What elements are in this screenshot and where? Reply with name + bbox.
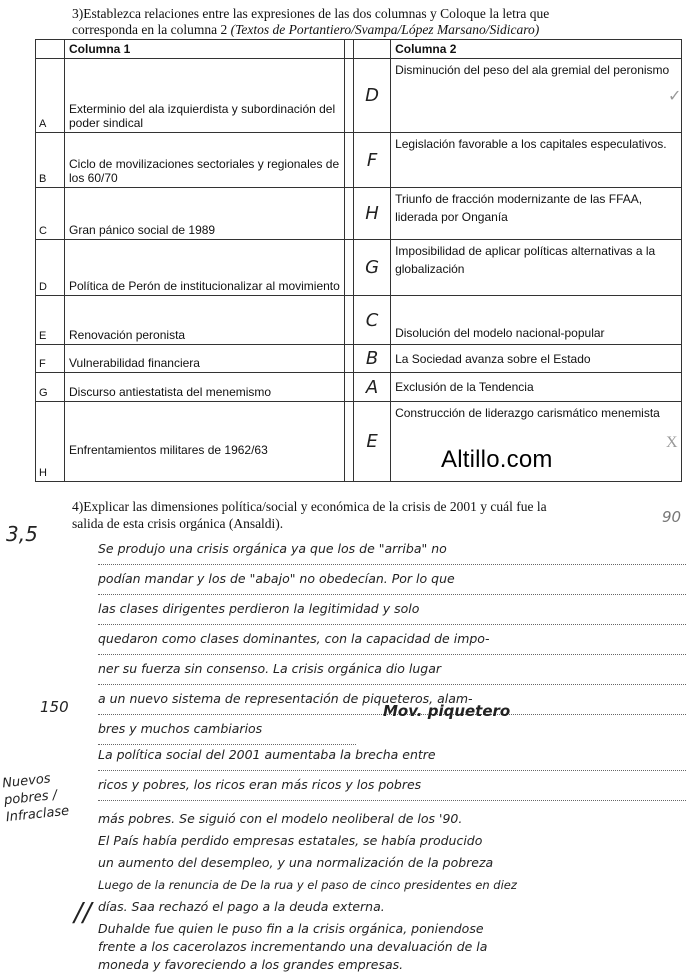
column-2-text: Construcción de liderazgo carismático menemista <box>395 406 660 420</box>
handwritten-answer: A <box>354 373 391 402</box>
table-row <box>36 402 682 482</box>
margin-note-line: Nuevos <box>1 771 52 792</box>
column-1-cell: Gran pánico social de 1989 <box>65 188 345 240</box>
handwritten-answer: E <box>354 402 391 482</box>
score-q4: 3,5 <box>6 522 38 546</box>
question-3-prompt <box>72 6 672 38</box>
column-1-header: Columna 1 <box>65 40 345 59</box>
column-2-text: Imposibilidad de aplicar políticas alternativas a la globalización <box>395 244 656 276</box>
column-2-cell <box>391 59 682 133</box>
column-2-cell <box>391 345 682 373</box>
row-label: C <box>36 188 65 240</box>
margin-note-line: pobres / <box>3 787 58 809</box>
mid-spacer <box>345 59 354 133</box>
question-4-prompt <box>72 498 612 532</box>
answer-line: podían mandar y los de "abajo" no obedecían. Por lo que <box>98 564 686 595</box>
column-2-text: La Sociedad avanza sobre el Estado <box>395 351 591 366</box>
handwritten-answer: B <box>354 345 391 373</box>
column-1-cell: Exterminio del ala izquierdista y subordinación del poder sindical <box>65 59 345 133</box>
header-mid-spacer <box>345 40 354 59</box>
question-3-line1: 3)Establezca relaciones entre las expresiones de las dos columnas y Coloque la letra que <box>72 6 550 21</box>
column-2-text: Exclusión de la Tendencia <box>395 380 534 394</box>
handwritten-answer: F <box>354 133 391 188</box>
row-label: B <box>36 133 65 188</box>
table-row <box>36 345 682 373</box>
table-row <box>36 133 682 188</box>
question-4-line1: 4)Explicar las dimensiones política/social y económica de la crisis de 2001 y cuál fue la <box>72 499 547 514</box>
question-3-source: (Textos de Portantiero/Svampa/López Marsano/Sidicaro) <box>230 22 540 37</box>
mid-spacer <box>345 296 354 345</box>
inline-correction: Mov. piquetero <box>383 702 511 720</box>
table-row <box>36 373 682 402</box>
margin-score-150: 150 <box>40 698 69 716</box>
column-2-text: Disminución del peso del ala gremial del peronismo <box>395 63 670 77</box>
answer-line: Se produjo una crisis orgánica ya que los de "arriba" no <box>98 534 686 565</box>
column-2-text: Triunfo de fracción modernizante de las FFAA, liderada por Onganía <box>395 192 643 224</box>
column-1-cell: Renovación peronista <box>65 296 345 345</box>
column-1-cell: Política de Perón de institucionalizar al movimiento <box>65 240 345 296</box>
handwritten-answer: G <box>354 240 391 296</box>
mid-spacer <box>345 188 354 240</box>
question-3-line2-text: corresponda en la columna 2 <box>72 22 231 37</box>
answer-line: Luego de la renuncia de De la rua y el paso de cinco presidentes en diez <box>98 878 517 892</box>
answer-line: frente a los cacerolazos incrementando una devaluación de la <box>98 939 488 954</box>
answer-line: Duhalde fue quien le puso fin a la crisis orgánica, poniendose <box>98 921 484 936</box>
row-label: F <box>36 345 65 373</box>
column-1-cell: Discurso antiestatista del menemismo <box>65 373 345 402</box>
answer-line: más pobres. Se siguió con el modelo neoliberal de los '90. <box>98 811 463 826</box>
margin-note-line: Infraclase <box>5 803 70 826</box>
answer-line: a un nuevo sistema de representación de piqueteros, alam- <box>98 684 686 715</box>
column-1-cell: Vulnerabilidad financiera <box>65 345 345 373</box>
matching-table <box>35 39 682 482</box>
column-1-cell: Ciclo de movilizaciones sectoriales y regionales de los 60/70 <box>65 133 345 188</box>
table-header-row <box>36 40 682 59</box>
mid-spacer <box>345 240 354 296</box>
question-3-line2 <box>72 22 672 38</box>
answer-line: días. Saa rechazó el pago a la deuda externa. <box>98 899 385 914</box>
row-label: D <box>36 240 65 296</box>
check-mark-icon: ✓ <box>668 88 682 105</box>
margin-note <box>2 769 70 826</box>
score-top-right: 90 <box>662 508 682 526</box>
watermark: Altillo.com <box>441 446 553 473</box>
row-label: G <box>36 373 65 402</box>
table-row <box>36 296 682 345</box>
mid-spacer <box>345 345 354 373</box>
table-row <box>36 240 682 296</box>
mid-spacer <box>345 373 354 402</box>
answer-line: ner su fuerza sin consenso. La crisis orgánica dio lugar <box>98 654 686 685</box>
mid-spacer <box>345 402 354 482</box>
answer-line: ricos y pobres, los ricos eran más ricos y los pobres <box>98 770 686 801</box>
handwritten-answer: C <box>354 296 391 345</box>
double-slash-mark: // <box>74 898 92 928</box>
row-label: H <box>36 402 65 482</box>
answer-line: La política social del 2001 aumentaba la brecha entre <box>98 740 686 771</box>
mid-spacer <box>345 133 354 188</box>
row-label: E <box>36 296 65 345</box>
header-spacer <box>36 40 65 59</box>
column-2-cell <box>391 373 682 402</box>
answer-line: bres y muchos cambiarios <box>98 714 356 745</box>
column-2-cell <box>391 296 682 345</box>
table-row <box>36 59 682 133</box>
answer-line: El País había perdido empresas estatales, se había producido <box>98 833 483 848</box>
column-2-header: Columna 2 <box>391 40 682 59</box>
answer-header-spacer <box>354 40 391 59</box>
question-4-line2: salida de esta crisis orgánica (Ansaldi). <box>72 516 284 531</box>
table-row <box>36 188 682 240</box>
answer-line: quedaron como clases dominantes, con la capacidad de impo- <box>98 624 686 655</box>
handwritten-answer: H <box>354 188 391 240</box>
column-2-text: Legislación favorable a los capitales especulativos. <box>395 137 667 151</box>
handwritten-answer: D <box>354 59 391 133</box>
answer-line: moneda y favoreciendo a los grandes empresas. <box>98 957 404 972</box>
answer-line: las clases dirigentes perdieron la legitimidad y solo <box>98 594 686 625</box>
answer-line: un aumento del desempleo, y una normalización de la pobreza <box>98 855 494 870</box>
row-label: A <box>36 59 65 133</box>
column-2-cell <box>391 188 682 240</box>
column-2-cell <box>391 133 682 188</box>
x-mark: X <box>666 434 678 451</box>
column-2-text: Disolución del modelo nacional-popular <box>395 326 605 340</box>
column-2-cell <box>391 240 682 296</box>
column-1-cell: Enfrentamientos militares de 1962/63 <box>65 402 345 482</box>
